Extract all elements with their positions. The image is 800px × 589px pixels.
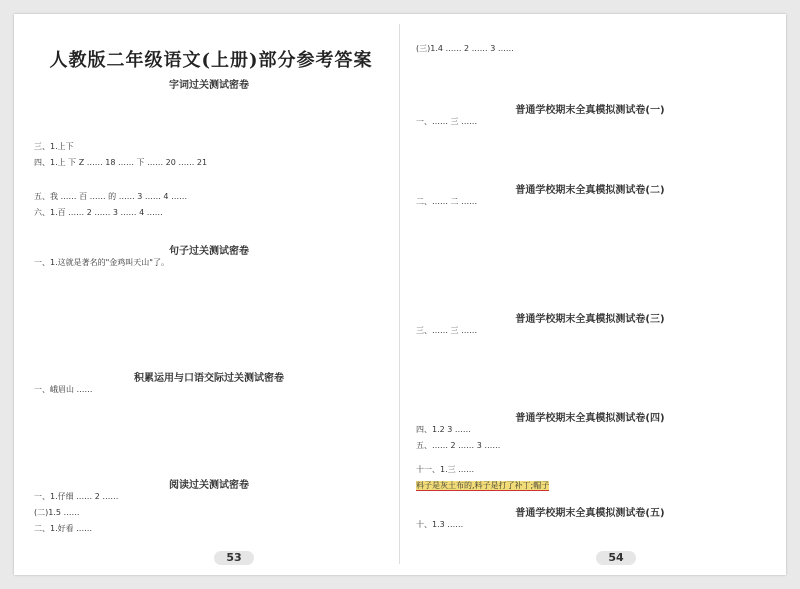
answer-line: 一、…… 三 …… (416, 117, 478, 126)
section-heading: 普通学校期末全真模拟测试卷(一) (515, 105, 665, 116)
section-heading: 普通学校期末全真模拟测试卷(五) (515, 508, 665, 519)
answer-line: 五、我 …… 百 …… 的 …… 3 …… 4 …… (34, 192, 188, 201)
answer-line: 一、1.仔细 …… 2 …… (34, 492, 119, 501)
page-title: 人教版二年级语文(上册)部分参考答案 (49, 50, 373, 71)
page-number: 53 (214, 551, 254, 565)
answer-line: 四、1.2 3 …… (416, 425, 471, 434)
answer-line: (二)1.5 …… (34, 508, 80, 517)
section-heading: 句子过关测试密卷 (169, 246, 249, 257)
section-heading: 普通学校期末全真模拟测试卷(三) (515, 314, 665, 325)
answer-line: 三、1.上下 (34, 142, 74, 151)
section-heading: 积累运用与口语交际过关测试密卷 (134, 373, 284, 384)
answer-line: 一、1.这就是著名的"金鸡叫天山"了。 (34, 258, 169, 267)
answer-line: 二、…… 二 …… (416, 197, 478, 206)
answer-line: 十一、1.三 …… (416, 465, 475, 474)
section-heading: 阅读过关测试密卷 (169, 480, 249, 491)
answer-line: 十、1.3 …… (416, 520, 464, 529)
left-page (14, 14, 400, 575)
section-heading: 字词过关测试密卷 (169, 80, 249, 91)
answer-key-spread (14, 14, 786, 575)
answer-line: (三)1.4 …… 2 …… 3 …… (416, 44, 514, 53)
right-page (400, 14, 786, 575)
highlighted-text: 料子是灰土布的,料子是打了补丁;帽子 (416, 481, 550, 490)
page-number: 54 (596, 551, 636, 565)
answer-line: 一、峨眉山 …… (34, 385, 93, 394)
highlighted-answer-line (416, 481, 768, 491)
answer-line: 五、…… 2 …… 3 …… (416, 441, 501, 450)
section-heading: 普通学校期末全真模拟测试卷(二) (515, 185, 665, 196)
answer-line: 四、1.上 下 Z …… 18 …… 下 …… 20 …… 21 (34, 158, 208, 167)
answer-line: 三、…… 三 …… (416, 326, 478, 335)
answer-line: 二、1.好看 …… (34, 524, 93, 533)
section-heading: 普通学校期末全真模拟测试卷(四) (515, 413, 665, 424)
answer-line: 六、1.百 …… 2 …… 3 …… 4 …… (34, 208, 163, 217)
